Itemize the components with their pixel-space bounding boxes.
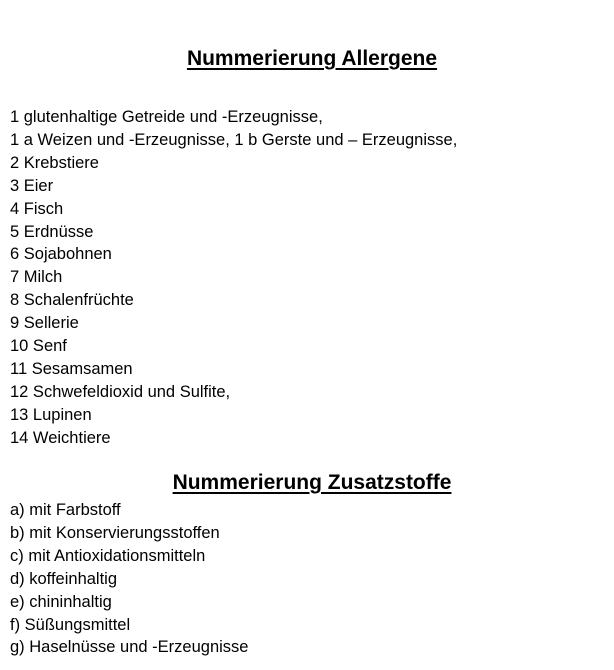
allergens-list (10, 106, 457, 450)
list-item: 13 Lupinen (10, 405, 92, 424)
list-item: 4 Fisch (10, 199, 64, 218)
additives-list (10, 499, 248, 659)
list-item: 9 Sellerie (10, 314, 79, 333)
list-item: a) mit Farbstoff (10, 501, 121, 519)
list-item: 2 Krebstiere (10, 153, 99, 172)
list-item: 6 Sojabohnen (10, 245, 112, 264)
list-item: 11 Sesamsamen (10, 359, 133, 378)
list-item: 7 Milch (10, 268, 63, 287)
list-item: c) mit Antioxidationsmitteln (10, 546, 206, 565)
list-item: b) mit Konservierungsstoffen (10, 523, 220, 542)
list-item: 8 Schalenfrüchte (10, 291, 134, 310)
list-item: 3 Eier (10, 176, 54, 195)
list-item: e) chininhaltig (10, 592, 112, 611)
list-item: 12 Schwefeldioxid und Sulfite, (10, 382, 231, 401)
list-item: 1 a Weizen und -Erzeugnisse, 1 b Gerste und – Erzeugnisse, (10, 130, 458, 149)
list-item: f) Süßungsmittel (10, 615, 131, 634)
additives-heading: Nummerierung Zusatzstoffe (172, 471, 452, 494)
list-item: 5 Erdnüsse (10, 222, 94, 241)
list-item: 14 Weichtiere (10, 428, 111, 447)
list-item: d) koffeinhaltig (10, 569, 118, 588)
list-item: 10 Senf (10, 337, 67, 356)
list-item: 1 glutenhaltige Getreide und -Erzeugnisse, (10, 108, 323, 126)
allergens-heading: Nummerierung Allergene (186, 47, 438, 70)
list-item: g) Haselnüsse und -Erzeugnisse (10, 638, 249, 657)
